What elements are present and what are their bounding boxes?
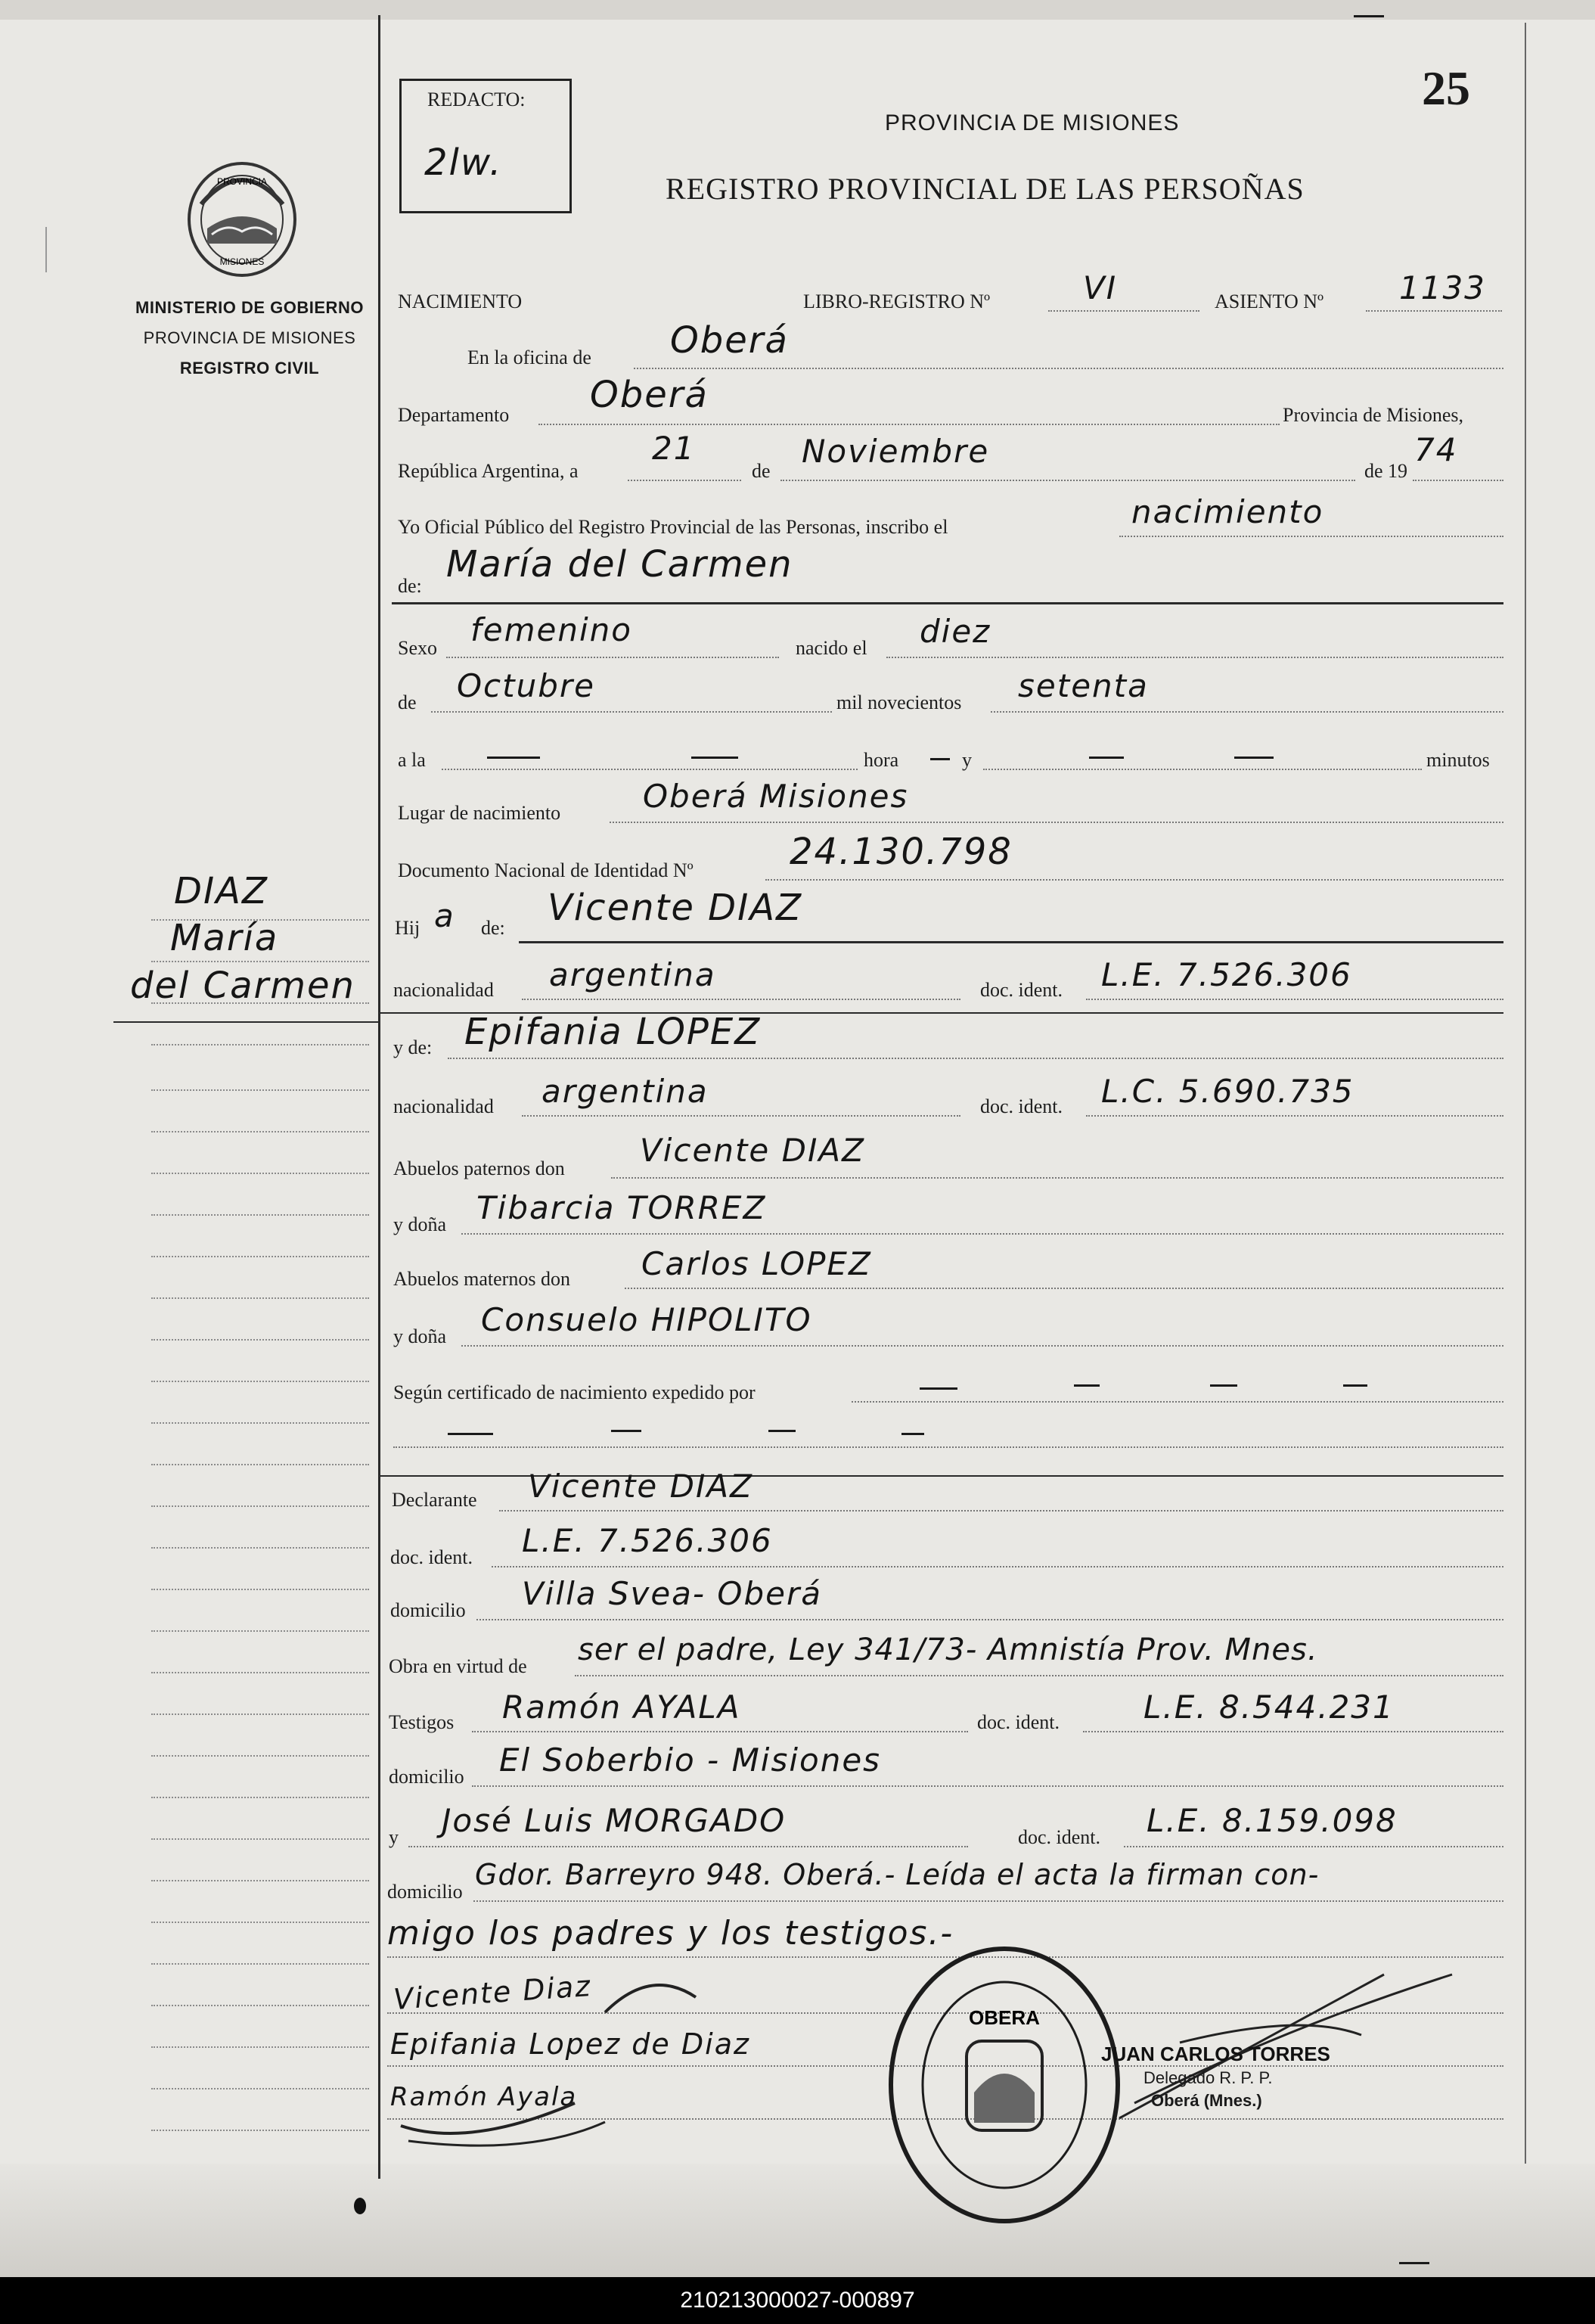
certificate-label: Según certificado de nacimiento expedido por bbox=[393, 1381, 756, 1403]
pat-grandmother: Tibarcia TORREZ bbox=[476, 1189, 767, 1226]
witness-1-doc-label: doc. ident. bbox=[977, 1711, 1060, 1733]
hour-label: hora bbox=[864, 749, 899, 771]
child-suffix: a bbox=[434, 897, 455, 934]
page-number: 25 bbox=[1422, 61, 1470, 115]
year-value: 74 bbox=[1414, 431, 1458, 468]
stamp-center-text: OBERA bbox=[969, 2006, 1040, 2029]
nationality-label-2: nacionalidad bbox=[393, 1095, 494, 1117]
domicile-label-3: domicilio bbox=[387, 1881, 463, 1903]
witness-1-doc: L.E. 8.544.231 bbox=[1143, 1689, 1395, 1726]
margin-surname: DIAZ bbox=[174, 870, 268, 912]
y-label: y bbox=[389, 1826, 399, 1848]
day-value: 21 bbox=[652, 430, 696, 467]
father-name: Vicente DIAZ bbox=[548, 887, 802, 929]
department-label: Departamento bbox=[398, 404, 510, 426]
redacto-value: 2lw. bbox=[424, 141, 503, 184]
bottom-right-mark bbox=[1399, 2262, 1429, 2264]
witness-1-domicile: El Soberbio - Misiones bbox=[499, 1741, 882, 1779]
sex-label: Sexo bbox=[398, 637, 437, 659]
entry-label: ASIENTO Nº bbox=[1215, 290, 1324, 312]
domicile-label-1: domicilio bbox=[390, 1599, 466, 1621]
child-label: Hij bbox=[395, 917, 420, 939]
at-label: a la bbox=[398, 749, 426, 771]
margin-given-2: del Carmen bbox=[130, 965, 355, 1007]
father-doc: L.E. 7.526.306 bbox=[1101, 956, 1352, 993]
and-de-label: y de: bbox=[393, 1036, 433, 1058]
record-type: NACIMIENTO bbox=[398, 290, 523, 312]
witness-2-doc: L.E. 8.159.098 bbox=[1147, 1802, 1398, 1839]
top-right-mark bbox=[1354, 15, 1384, 17]
republic-label: República Argentina, a bbox=[398, 460, 579, 482]
month-value: Noviembre bbox=[802, 433, 990, 470]
ministry-line-2: PROVINCIA DE MISIONES bbox=[143, 328, 356, 347]
ink-blot bbox=[354, 2198, 366, 2214]
declarant-doc: L.E. 7.526.306 bbox=[522, 1522, 773, 1559]
father-nationality: argentina bbox=[549, 956, 716, 993]
sex-value: femenino bbox=[470, 611, 632, 648]
witness-2-doc-label: doc. ident. bbox=[1018, 1826, 1101, 1848]
book-value: VI bbox=[1083, 269, 1118, 306]
mother-name: Epifania LOPEZ bbox=[464, 1011, 762, 1053]
minutes-label: minutos bbox=[1426, 749, 1490, 771]
department-value: Oberá bbox=[590, 374, 709, 416]
doc-label-1: doc. ident. bbox=[980, 979, 1063, 1001]
provincial-seal-icon bbox=[182, 159, 303, 280]
dni-label: Documento Nacional de Identidad Nº bbox=[398, 859, 694, 881]
mat-grandfather: Carlos LOPEZ bbox=[641, 1245, 872, 1282]
right-margin-rule bbox=[1525, 23, 1526, 2164]
de-label-2: de bbox=[398, 691, 417, 713]
de-label: de bbox=[752, 460, 771, 482]
province-title: PROVINCIA DE MISIONES bbox=[885, 110, 1180, 135]
born-label: nacido el bbox=[796, 637, 867, 659]
dona-label-1: y doña bbox=[393, 1213, 447, 1235]
mother-nationality: argentina bbox=[541, 1073, 709, 1110]
registry-title: REGISTRO PROVINCIAL DE LAS PERSOÑAS bbox=[666, 172, 1305, 206]
officer-value: nacimiento bbox=[1131, 493, 1324, 530]
nationality-label-1: nacionalidad bbox=[393, 979, 494, 1001]
birthplace-value: Oberá Misiones bbox=[643, 778, 909, 815]
stamp-place: Oberá (Mnes.) bbox=[1151, 2091, 1262, 2110]
redacto-box bbox=[399, 79, 572, 213]
page-bottom-shade bbox=[0, 2164, 1595, 2277]
child-name: María del Carmen bbox=[446, 543, 793, 586]
pat-grand-label: Abuelos paternos don bbox=[393, 1157, 565, 1179]
ministry-line-1: MINISTERIO DE GOBIERNO bbox=[135, 298, 364, 317]
mat-grand-label: Abuelos maternos don bbox=[393, 1268, 570, 1290]
entry-value: 1133 bbox=[1399, 269, 1486, 306]
year-label: de 19 bbox=[1364, 460, 1408, 482]
mother-doc: L.C. 5.690.735 bbox=[1101, 1073, 1355, 1110]
witnesses-label: Testigos bbox=[389, 1711, 455, 1733]
witness-2-domicile: Gdor. Barreyro 948. Oberá.- Leída el acta la firman con- bbox=[475, 1858, 1320, 1891]
witness-2-name: José Luis MORGADO bbox=[442, 1802, 787, 1839]
domicile-label-2: domicilio bbox=[389, 1766, 464, 1788]
declarant-doc-label: doc. ident. bbox=[390, 1546, 473, 1568]
born-month-value: Octubre bbox=[457, 667, 596, 704]
birthplace-label: Lugar de nacimiento bbox=[398, 802, 561, 824]
margin-solid-line bbox=[113, 1021, 378, 1023]
doc-label-2: doc. ident. bbox=[980, 1095, 1063, 1117]
footer-caption bbox=[0, 2277, 1595, 2324]
and-label: y bbox=[962, 749, 972, 771]
redacto-label: REDACTO: bbox=[427, 89, 526, 110]
signature-father: Vicente Diaz bbox=[392, 1968, 593, 2017]
footer-reference: 210213000027-000897 bbox=[680, 2288, 915, 2313]
declarant-value: Vicente DIAZ bbox=[528, 1468, 753, 1505]
office-label: En la oficina de bbox=[467, 346, 591, 368]
pat-grandfather: Vicente DIAZ bbox=[640, 1132, 865, 1169]
ministry-line-3: REGISTRO CIVIL bbox=[179, 359, 320, 377]
stamp-name: JUAN CARLOS TORRES bbox=[1101, 2043, 1330, 2065]
born-day-value: diez bbox=[920, 613, 991, 650]
office-value: Oberá bbox=[670, 319, 789, 362]
province-label: Provincia de Misiones, bbox=[1283, 404, 1464, 426]
left-gutter-mark bbox=[45, 227, 47, 272]
signature-witness: Ramón Ayala bbox=[390, 2082, 578, 2112]
declarant-label: Declarante bbox=[392, 1489, 477, 1511]
virtue-label: Obra en virtud de bbox=[389, 1655, 527, 1677]
name-rule bbox=[392, 602, 1503, 604]
seal-top-text: PROVINCIA bbox=[216, 176, 268, 187]
thousand-label: mil novecientos bbox=[836, 691, 962, 713]
stamp-role: Delegado R. P. P. bbox=[1143, 2068, 1273, 2087]
declarant-domicile: Villa Svea- Oberá bbox=[522, 1575, 822, 1612]
signature-mother: Epifania Lopez de Diaz bbox=[390, 2027, 750, 2061]
born-year-value: setenta bbox=[1018, 667, 1149, 704]
book-label: LIBRO-REGISTRO Nº bbox=[803, 290, 991, 312]
dona-label-2: y doña bbox=[393, 1325, 447, 1347]
witness-1-name: Ramón AYALA bbox=[502, 1689, 741, 1726]
child-de-label: de: bbox=[481, 917, 505, 939]
mat-grandmother: Consuelo HIPOLITO bbox=[481, 1301, 812, 1338]
virtue-value: ser el padre, Ley 341/73- Amnistía Prov. Mnes. bbox=[578, 1633, 1318, 1667]
seal-bottom-text: MISIONES bbox=[219, 256, 265, 267]
closing-line: migo los padres y los testigos.- bbox=[387, 1914, 954, 1953]
dni-value: 24.130.798 bbox=[790, 831, 1013, 873]
de-colon-label: de: bbox=[398, 575, 422, 597]
official-stamp-icon bbox=[883, 1941, 1125, 2229]
officer-label: Yo Oficial Público del Registro Provincial de las Personas, inscribo el bbox=[398, 516, 948, 538]
margin-given-1: María bbox=[170, 917, 279, 959]
father-rule bbox=[519, 941, 1503, 943]
